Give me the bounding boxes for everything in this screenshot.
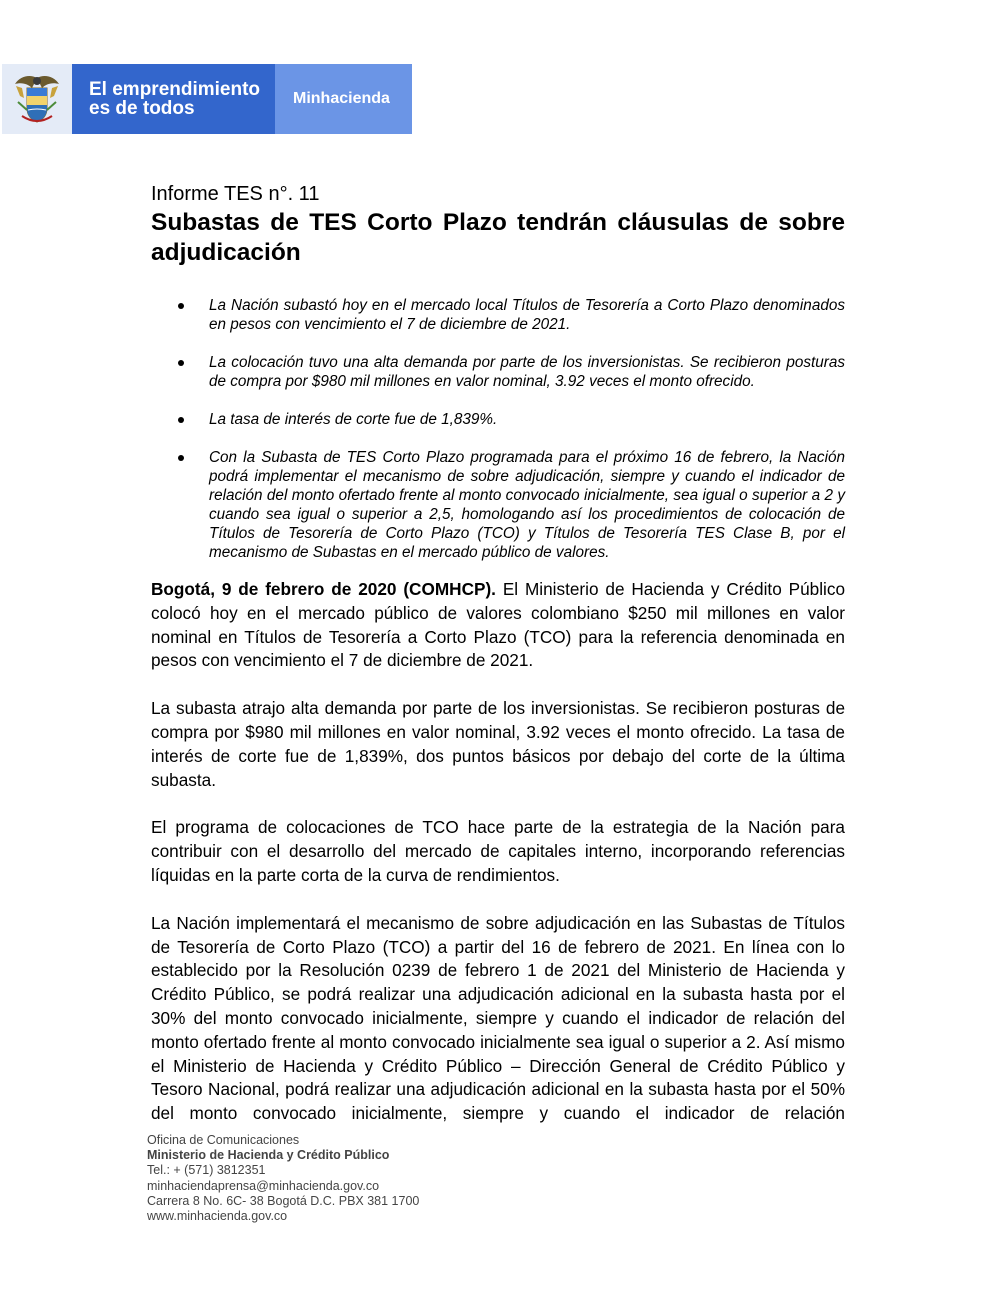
bullet-dot-icon: [178, 360, 184, 366]
bullet-dot-icon: [178, 455, 184, 461]
footer-org: Ministerio de Hacienda y Crédito Público: [147, 1148, 390, 1163]
footer-office: Oficina de Comunicaciones: [147, 1133, 300, 1147]
footer-phone: Tel.: + (571) 3812351: [147, 1163, 266, 1178]
paragraph-4: La Nación implementará el mecanismo de sobre adjudicación en las Subastas de Títulos de Tesorería de Corto Plazo (TCO) a partir del 16 de febrero de 2021. En línea con lo establecido por la Resolución 0239 de febrero 1 de 2021 del Ministerio de Hacienda y Crédito Público, se podrá realizar una adjudicación adicional en la subasta hasta por el 30% del monto convocado inicialmente, siempre y cuando el indicador de relación del monto ofertado frente al monto convocado inicialmente sea igual o superior a 2. Así mismo el Ministerio de Hacienda y Crédito Público – Dirección General de Crédito Público y Tesoro Nacional, podrá realizar una adjudicación adicional en la subasta hasta por el 50% del monto convocado inicialmente, siempre y cuando el indicador de relación: [151, 912, 845, 1124]
coat-of-arms-logo: [2, 64, 72, 134]
bullet-text: Con la Subasta de TES Corto Plazo programada para el próximo 16 de febrero, la Nación podrá implementar el mecanismo de sobre adjudicación, siempre y cuando el indicador de relación del monto ofertado frente al monto convocado inicialmente, sea igual o superior a 2 y cuando sea igual o superior a 2,5, homologando así los procedimientos de colocación de Títulos de Tesorería de Corto Plazo (TCO) y Títulos de Tesorería TES Clase B, por el mecanismo de Subastas en el mercado público de valores.: [209, 449, 845, 561]
bullet-item: [151, 353, 845, 391]
ministry-name: [275, 64, 412, 134]
bullet-item: [151, 448, 845, 562]
contact-footer: [147, 1133, 419, 1224]
paragraph-2: La subasta atrajo alta demanda por parte de los inversionistas. Se recibieron posturas de compra por $980 mil millones en valor nominal, 3.92 veces el monto ofrecido. La tasa de interés de corte fue de 1,839%, dos puntos básicos por debajo del corte de la última subasta.: [151, 698, 845, 790]
report-number: Informe TES n°. 11: [151, 183, 320, 205]
slogan-line-2: es de todos: [89, 98, 195, 119]
bullet-item: [151, 410, 845, 429]
paragraph-3: El programa de colocaciones de TCO hace parte de la estrategia de la Nación para contribuir con el desarrollo del mercado de capitales interno, incorporando referencias líquidas en la parte corta de la curva de rendimientos.: [151, 817, 845, 885]
bullet-dot-icon: [178, 303, 184, 309]
bullet-dot-icon: [178, 417, 184, 423]
footer-website: www.minhacienda.gov.co: [147, 1209, 288, 1224]
footer-email: minhaciendaprensa@minhacienda.gov.co: [147, 1178, 380, 1193]
paragraph-1: [151, 578, 845, 673]
bullet-text: La colocación tuvo una alta demanda por parte de los inversionistas. Se recibieron posturas de compra por $980 mil millones en valor nominal, 3.92 veces el monto ofrecido.: [209, 354, 845, 390]
document-body: [151, 180, 845, 1126]
ministry-label: Minhacienda: [293, 90, 390, 107]
paragraph-1-text: El Ministerio de Hacienda y Crédito Público colocó hoy en el mercado público de valores colombiano $250 mil millones en valor nominal en Títulos de Tesorería a Corto Plazo (TCO) para la referencia denominada en pesos con vencimiento el 7 de diciembre de 2021.: [151, 579, 846, 671]
footer-address: Carrera 8 No. 6C- 38 Bogotá D.C. PBX 381 1700: [147, 1193, 420, 1208]
slogan-line-1: El emprendimiento: [89, 79, 261, 100]
headline: Subastas de TES Corto Plazo tendrán cláusulas de sobre adjudicación: [151, 209, 845, 266]
header-banner: [2, 64, 412, 134]
coat-of-arms-icon: [12, 72, 62, 126]
dateline: Bogotá, 9 de febrero de 2020 (COMHCP).: [151, 579, 496, 599]
summary-bullets: [151, 296, 845, 562]
bullet-text: La Nación subastó hoy en el mercado local Títulos de Tesorería a Corto Plazo denominados en pesos con vencimiento el 7 de diciembre de 2021.: [209, 297, 845, 333]
bullet-item: [151, 296, 845, 334]
slogan-block: [72, 64, 275, 134]
bullet-text: La tasa de interés de corte fue de 1,839%.: [209, 411, 498, 428]
